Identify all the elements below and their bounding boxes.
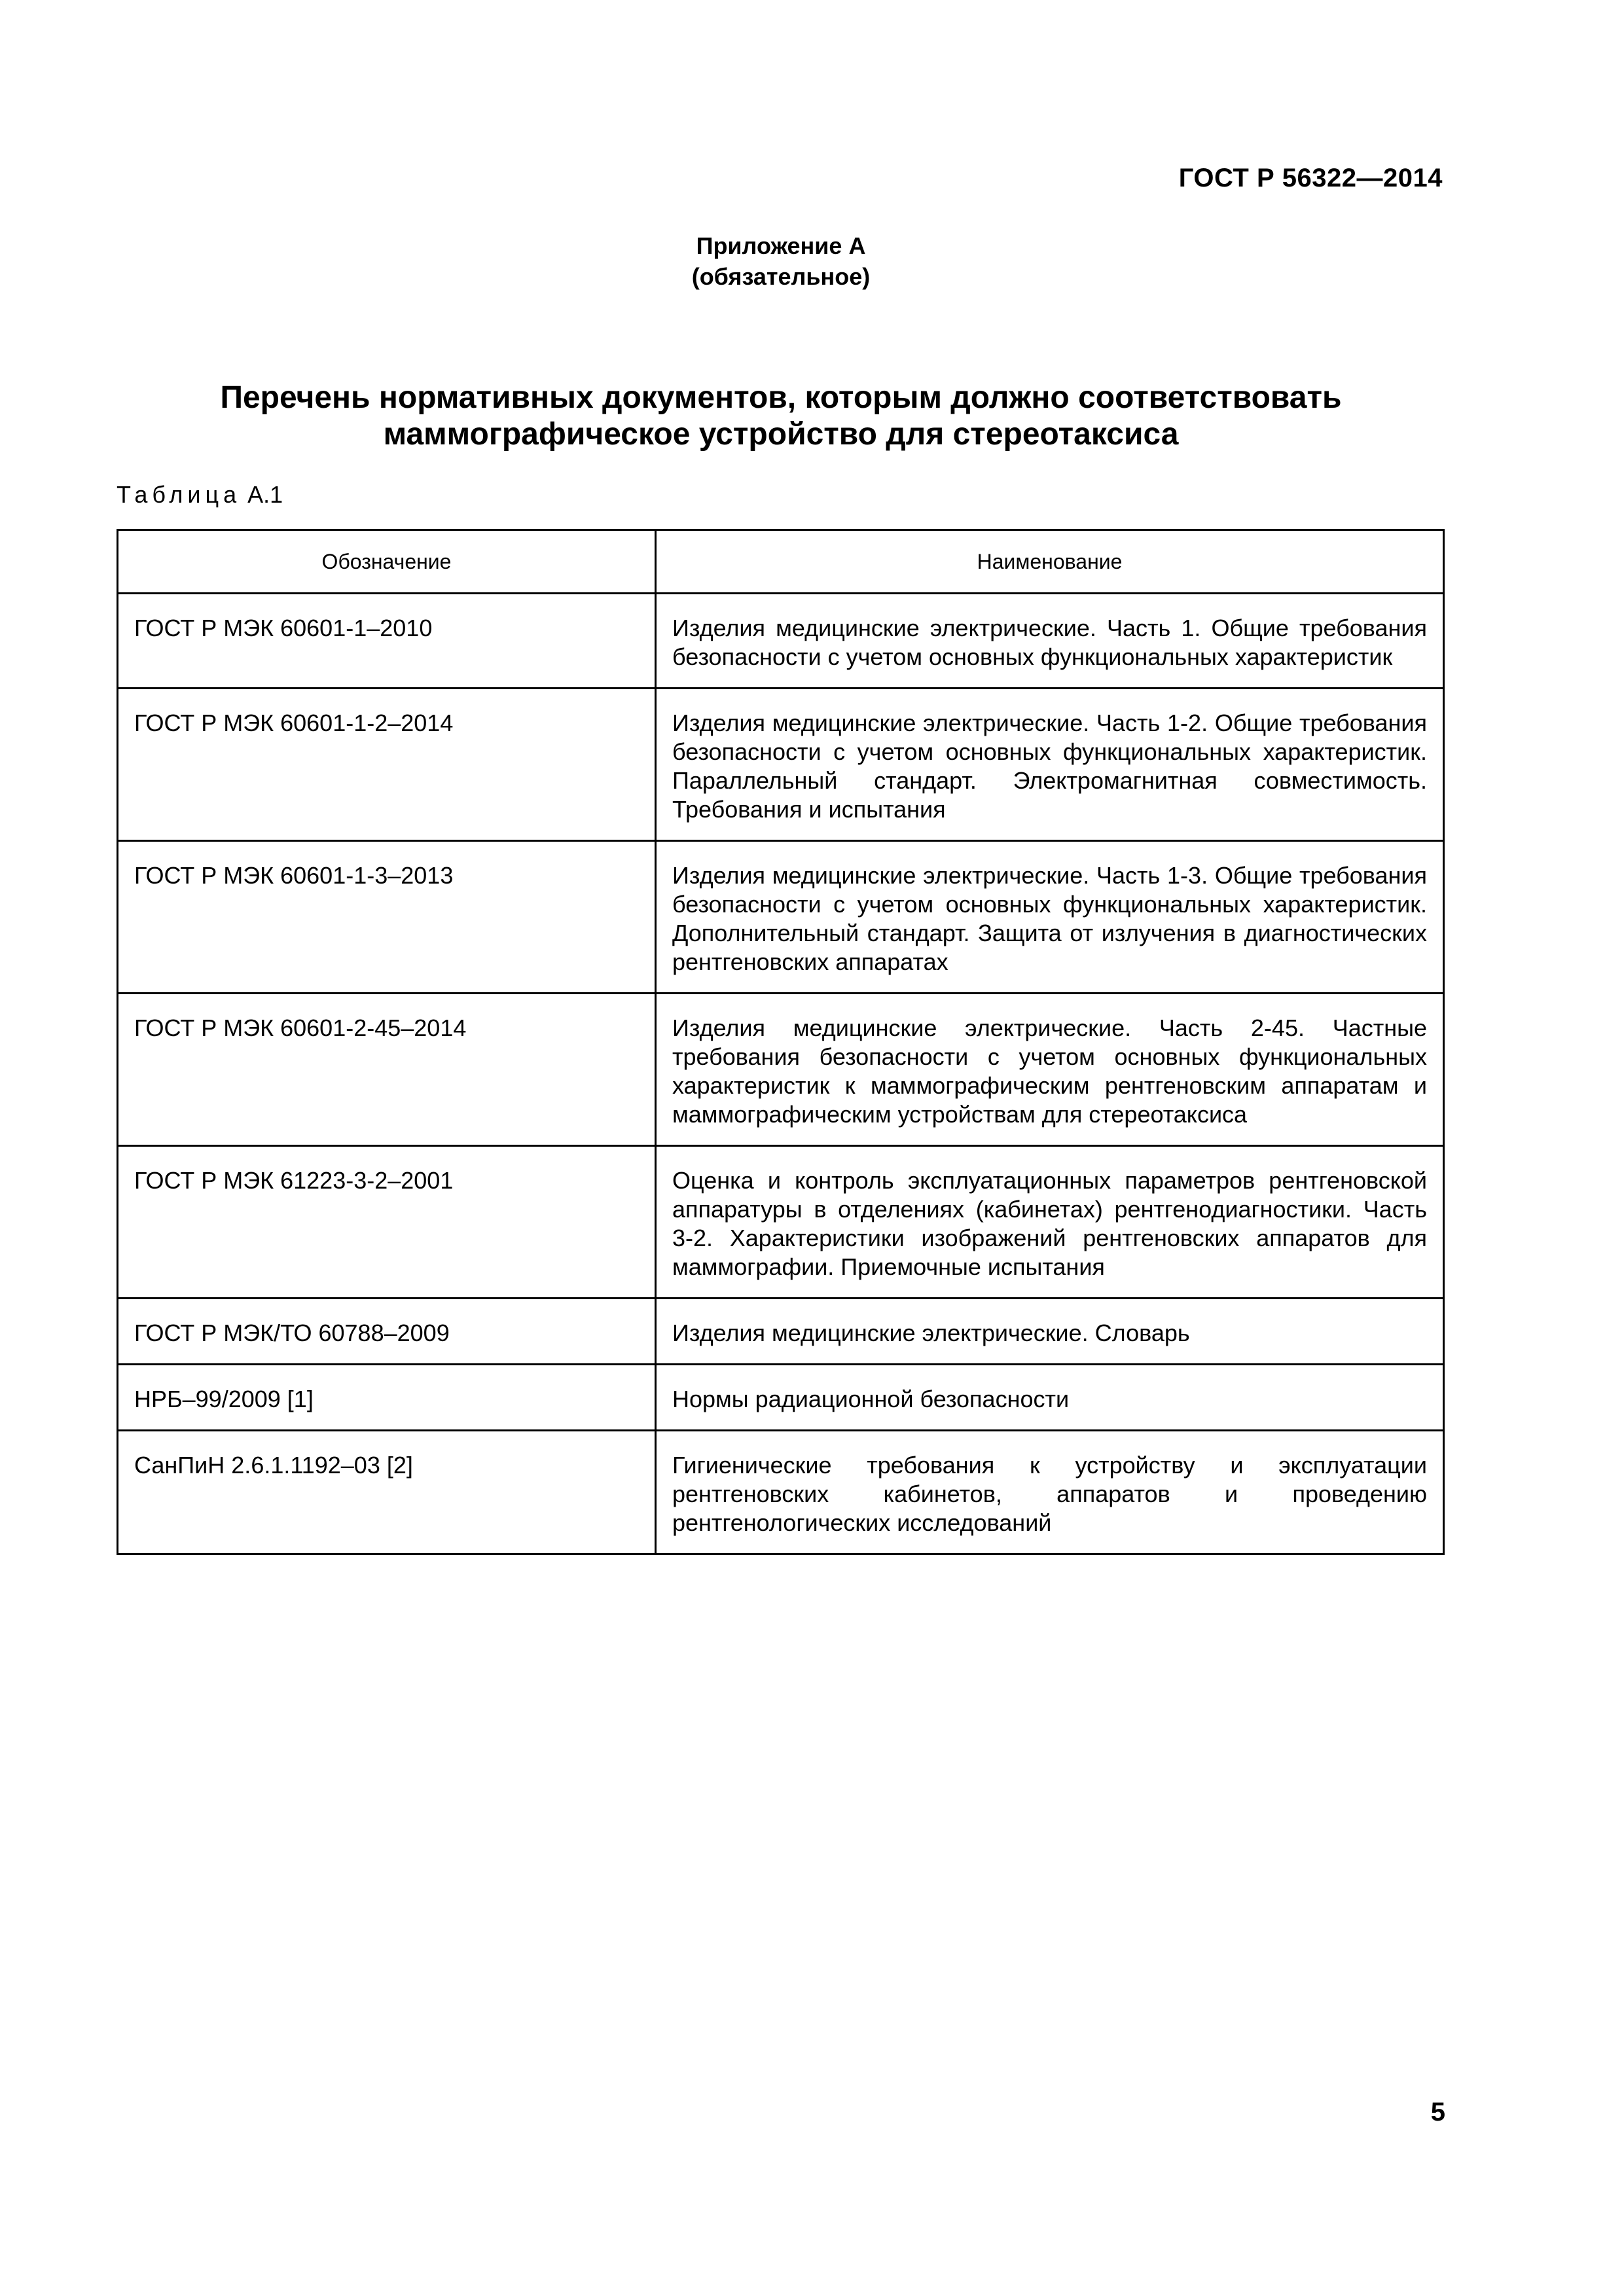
designation-cell: НРБ–99/2009 [1] — [118, 1365, 656, 1431]
designation-cell: ГОСТ Р МЭК 60601-1-3–2013 — [118, 841, 656, 994]
table-row — [118, 1146, 1444, 1299]
designation-cell: ГОСТ Р МЭК 60601-2-45–2014 — [118, 994, 656, 1146]
designation-cell: ГОСТ Р МЭК/ТО 60788–2009 — [118, 1299, 656, 1365]
name-cell: Изделия медицинские электрические. Словарь — [656, 1299, 1444, 1365]
page-title-line-1: Перечень нормативных документов, которым должно соответствовать — [220, 380, 1342, 415]
column-header-designation: Обозначение — [118, 530, 656, 594]
name-cell: Нормы радиационной безопасности — [656, 1365, 1444, 1431]
designation-cell: ГОСТ Р МЭК 60601-1–2010 — [118, 594, 656, 689]
designation-cell: СанПиН 2.6.1.1192–03 [2] — [118, 1431, 656, 1554]
name-cell: Гигиенические требования к устройству и эксплуатации рентгеновских кабинетов, аппаратов и проведению рентгенологических исследований — [656, 1431, 1444, 1554]
table-header-row — [118, 530, 1444, 594]
column-header-name: Наименование — [656, 530, 1444, 594]
designation-cell: ГОСТ Р МЭК 61223-3-2–2001 — [118, 1146, 656, 1299]
name-cell: Оценка и контроль эксплуатационных параметров рентгеновской аппаратуры в отделениях (кабинетах) рентгенодиагностики. Часть 3-2. Характеристики изображений рентгеновских аппаратов для маммографии. Приемочные испытания — [656, 1146, 1444, 1299]
table-row — [118, 994, 1444, 1146]
name-cell: Изделия медицинские электрические. Часть 1-3. Общие требования безопасности с учетом основных функциональных характеристик. Дополнительный стандарт. Защита от излучения в диагностических рентгеновских аппаратах — [656, 841, 1444, 994]
table-row — [118, 1431, 1444, 1554]
table-row — [118, 594, 1444, 689]
table-caption-word: Таблица — [117, 481, 242, 508]
normative-documents-table — [117, 529, 1445, 1555]
table-caption-number: А.1 — [247, 481, 283, 508]
annex-title: Приложение А — [696, 232, 866, 259]
name-cell: Изделия медицинские электрические. Часть 1-2. Общие требования безопасности с учетом основных функциональных характеристик. Параллельный стандарт. Электромагнитная совместимость. Требования и испытания — [656, 689, 1444, 841]
name-cell: Изделия медицинские электрические. Часть 1. Общие требования безопасности с учетом основных функциональных характеристик — [656, 594, 1444, 689]
page-number: 5 — [1430, 2098, 1445, 2126]
table-row — [118, 1365, 1444, 1431]
table-row — [118, 689, 1444, 841]
document-code: ГОСТ Р 56322—2014 — [1178, 164, 1443, 192]
page-title-line-2: маммографическое устройство для стереотаксиса — [383, 417, 1179, 452]
annex-status: (обязательное) — [691, 263, 871, 290]
table-caption — [117, 481, 283, 509]
page-title — [0, 380, 1562, 453]
designation-cell: ГОСТ Р МЭК 60601-1-2–2014 — [118, 689, 656, 841]
table-row — [118, 841, 1444, 994]
table-row — [118, 1299, 1444, 1365]
name-cell: Изделия медицинские электрические. Часть 2-45. Частные требования безопасности с учетом основных функциональных характеристик к маммографическим рентгеновским аппаратам и маммографическим устройствам для стереотаксиса — [656, 994, 1444, 1146]
annex-heading — [0, 230, 1562, 292]
